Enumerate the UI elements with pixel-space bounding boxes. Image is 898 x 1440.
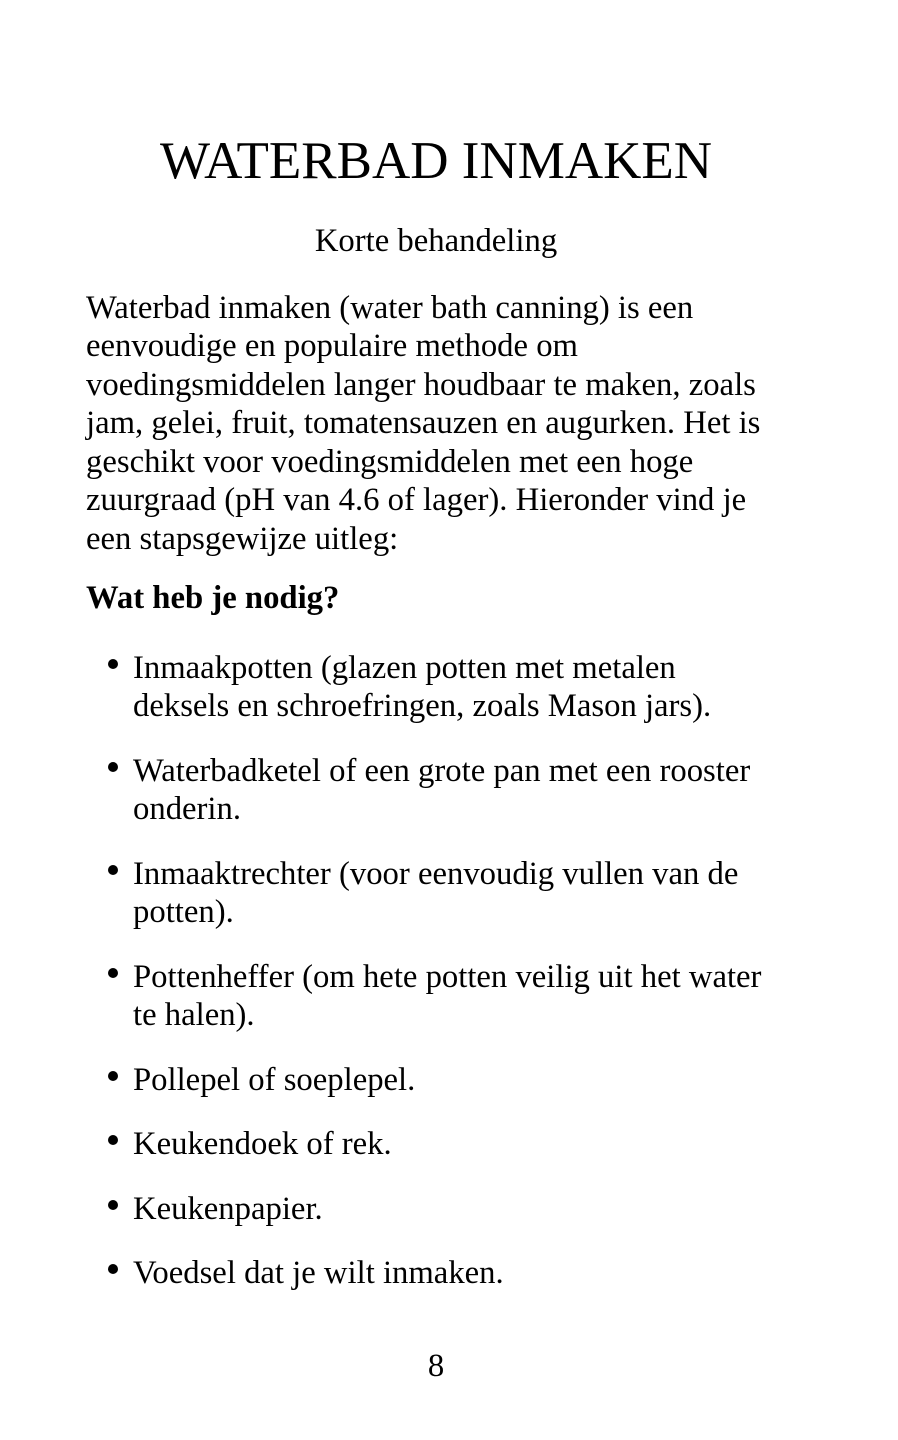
section-heading: Wat heb je nodig?	[86, 580, 340, 616]
list-item	[86, 1061, 771, 1100]
list-item-text: Voedsel dat je wilt inmaken.	[133, 1255, 504, 1291]
list-item	[86, 649, 771, 726]
list-item	[86, 752, 771, 829]
bullet-icon	[108, 1071, 118, 1081]
list-item-text: Pollepel of soeplepel.	[133, 1061, 416, 1098]
bullet-icon	[108, 1264, 118, 1274]
list-item-text: Keukendoek of rek.	[133, 1126, 392, 1162]
intro-paragraph: Waterbad inmaken (water bath canning) is een eenvoudige en populaire methode om voedingsmiddelen langer houdbaar te maken, zoals jam, gelei, fruit, tomatensauzen en augurken. Het is geschikt voor voedingsmiddelen met een hoge zuurgraad (pH van 4.6 of lager). Hieronder vind je een stapsgewijze uitleg:	[86, 289, 761, 557]
list-item-text: Waterbadketel of een grote pan met een rooster onderin.	[133, 752, 751, 827]
bullet-icon	[108, 762, 118, 772]
list-item-text: Pottenheffer (om hete potten veilig uit het water te halen).	[133, 958, 762, 1033]
page-title: WATERBAD INMAKEN	[159, 132, 713, 190]
supplies-list	[86, 649, 771, 1293]
page-number: 8	[427, 1348, 445, 1384]
bullet-icon	[108, 865, 118, 875]
bullet-icon	[108, 968, 118, 978]
bullet-icon	[108, 1135, 118, 1145]
list-item-text: Keukenpapier.	[133, 1190, 323, 1227]
list-item	[86, 1254, 771, 1293]
list-item	[86, 1125, 771, 1164]
text-column	[86, 0, 786, 1293]
bullet-icon	[108, 659, 118, 669]
bullet-icon	[108, 1200, 118, 1210]
page-subtitle: Korte behandeling	[314, 223, 558, 259]
list-item	[86, 958, 771, 1035]
list-item	[86, 855, 771, 932]
list-item	[86, 1190, 771, 1229]
list-item-text: Inmaaktrechter (voor eenvoudig vullen van de potten).	[133, 855, 739, 930]
list-item-text: Inmaakpotten (glazen potten met metalen deksels en schroefringen, zoals Mason jars).	[133, 649, 712, 724]
